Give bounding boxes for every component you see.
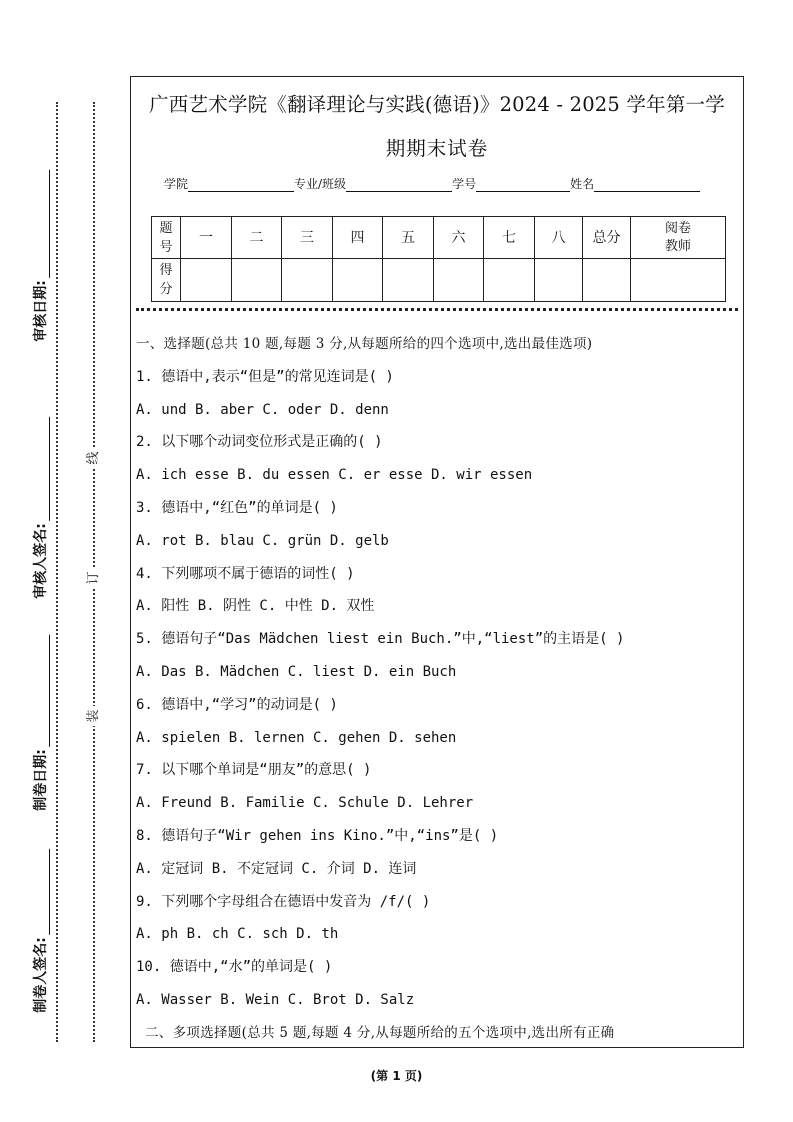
major-blank[interactable] bbox=[346, 178, 452, 192]
question-10: 10. 德语中,“水”的单词是( ) bbox=[136, 959, 333, 976]
question-9-options: A. ph B. ch C. sch D. th bbox=[136, 926, 339, 943]
col-4: 四 bbox=[333, 217, 383, 259]
question-8-options: A. 定冠词 B. 不定冠词 C. 介词 D. 连词 bbox=[136, 860, 417, 877]
reviewer-signature-label: 审核人签名: bbox=[33, 523, 49, 599]
college-blank[interactable] bbox=[188, 178, 294, 192]
question-9: 9. 下列哪个字母组合在德语中发音为 /f/( ) bbox=[136, 893, 431, 910]
student-id-label: 学号 bbox=[452, 177, 477, 191]
score-cell-reviewer[interactable] bbox=[631, 259, 726, 302]
question-10-options: A. Wasser B. Wein C. Brot D. Salz bbox=[136, 991, 415, 1008]
col-reviewer: 阅卷 教师 bbox=[631, 217, 726, 259]
name-label: 姓名 bbox=[570, 177, 595, 191]
name-blank[interactable] bbox=[594, 178, 700, 192]
question-6: 6. 德语中,“学习”的动词是( ) bbox=[136, 696, 338, 713]
score-cell-2[interactable] bbox=[232, 259, 282, 302]
score-cell-7[interactable] bbox=[484, 259, 535, 302]
reviewer-signature-blank[interactable] bbox=[35, 417, 50, 521]
question-7: 7. 以下哪个单词是“朋友”的意思( ) bbox=[136, 762, 372, 779]
student-info-row bbox=[164, 175, 700, 192]
question-5: 5. 德语句子“Das Mädchen liest ein Buch.”中,“liest”的主语是( ) bbox=[136, 631, 625, 648]
score-cell-6[interactable] bbox=[434, 259, 484, 302]
binding-word-ding: 订 bbox=[84, 568, 104, 588]
question-1: 1. 德语中,表示“但是”的常见连词是( ) bbox=[136, 368, 394, 385]
question-2: 2. 以下哪个动词变位形式是正确的( ) bbox=[136, 434, 383, 451]
col-8: 八 bbox=[535, 217, 583, 259]
question-4: 4. 下列哪项不属于德语的词性( ) bbox=[136, 565, 355, 582]
score-cell-5[interactable] bbox=[383, 259, 434, 302]
questions-content bbox=[136, 335, 739, 1057]
question-1-options: A. und B. aber C. oder D. denn bbox=[136, 401, 389, 418]
major-label: 专业/班级 bbox=[294, 177, 347, 191]
college-label: 学院 bbox=[164, 177, 189, 191]
question-3: 3. 德语中,“红色”的单词是( ) bbox=[136, 499, 338, 516]
paper-date-blank[interactable] bbox=[35, 635, 50, 747]
score-cell-1[interactable] bbox=[181, 259, 232, 302]
exam-frame bbox=[130, 76, 744, 1048]
col-2: 二 bbox=[232, 217, 282, 259]
section2-heading: 二、多项选择题(总共 5 题,每题 4 分,从每题所给的五个选项中,选出所有正确 bbox=[145, 1024, 615, 1041]
page-number: (第 1 页) bbox=[370, 1069, 423, 1083]
paper-maker-signature-label: 制卷人签名: bbox=[33, 937, 49, 1013]
paper-date-label: 制卷日期: bbox=[33, 749, 49, 811]
question-2-options: A. ich esse B. du essen C. er esse D. wir essen bbox=[136, 467, 533, 484]
score-table-score-row bbox=[152, 259, 726, 302]
binding-word-zhuang: 装 bbox=[84, 706, 104, 726]
review-date-blank[interactable] bbox=[35, 170, 50, 278]
question-4-options: A. 阳性 B. 阴性 C. 中性 D. 双性 bbox=[136, 598, 375, 615]
review-date-label: 审核日期: bbox=[33, 280, 49, 342]
binding-word-line: 线 bbox=[84, 448, 104, 468]
paper-maker-signature-blank[interactable] bbox=[35, 849, 50, 935]
col-7: 七 bbox=[484, 217, 535, 259]
score-cell-3[interactable] bbox=[282, 259, 333, 302]
col-1: 一 bbox=[181, 217, 232, 259]
score-cell-total[interactable] bbox=[583, 259, 631, 302]
col-5: 五 bbox=[383, 217, 434, 259]
score-cell-4[interactable] bbox=[333, 259, 383, 302]
score-cell-8[interactable] bbox=[535, 259, 583, 302]
col-3: 三 bbox=[282, 217, 333, 259]
exam-title-line1: 广西艺术学院《翻译理论与实践(德语)》2024 - 2025 学年第一学 bbox=[149, 93, 725, 116]
col-total: 总分 bbox=[583, 217, 631, 259]
dotted-separator bbox=[136, 308, 738, 311]
section1-heading: 一、选择题(总共 10 题,每题 3 分,从每题所给的四个选项中,选出最佳选项) bbox=[136, 336, 593, 352]
question-number-label: 题 号 bbox=[152, 217, 181, 259]
question-5-options: A. Das B. Mädchen C. liest D. ein Buch bbox=[136, 663, 457, 680]
binding-dotted-line-outer bbox=[56, 102, 58, 1042]
score-table-header-row bbox=[152, 217, 726, 259]
score-table bbox=[151, 216, 726, 302]
exam-title-line2: 期期末试卷 bbox=[385, 137, 489, 160]
question-7-options: A. Freund B. Familie C. Schule D. Lehrer bbox=[136, 795, 474, 812]
question-6-options: A. spielen B. lernen C. gehen D. sehen bbox=[136, 729, 457, 746]
question-8: 8. 德语句子“Wir gehen ins Kino.”中,“ins”是( ) bbox=[136, 827, 499, 844]
question-3-options: A. rot B. blau C. grün D. gelb bbox=[136, 532, 389, 549]
score-label: 得 分 bbox=[152, 259, 181, 302]
col-6: 六 bbox=[434, 217, 484, 259]
student-id-blank[interactable] bbox=[476, 178, 570, 192]
